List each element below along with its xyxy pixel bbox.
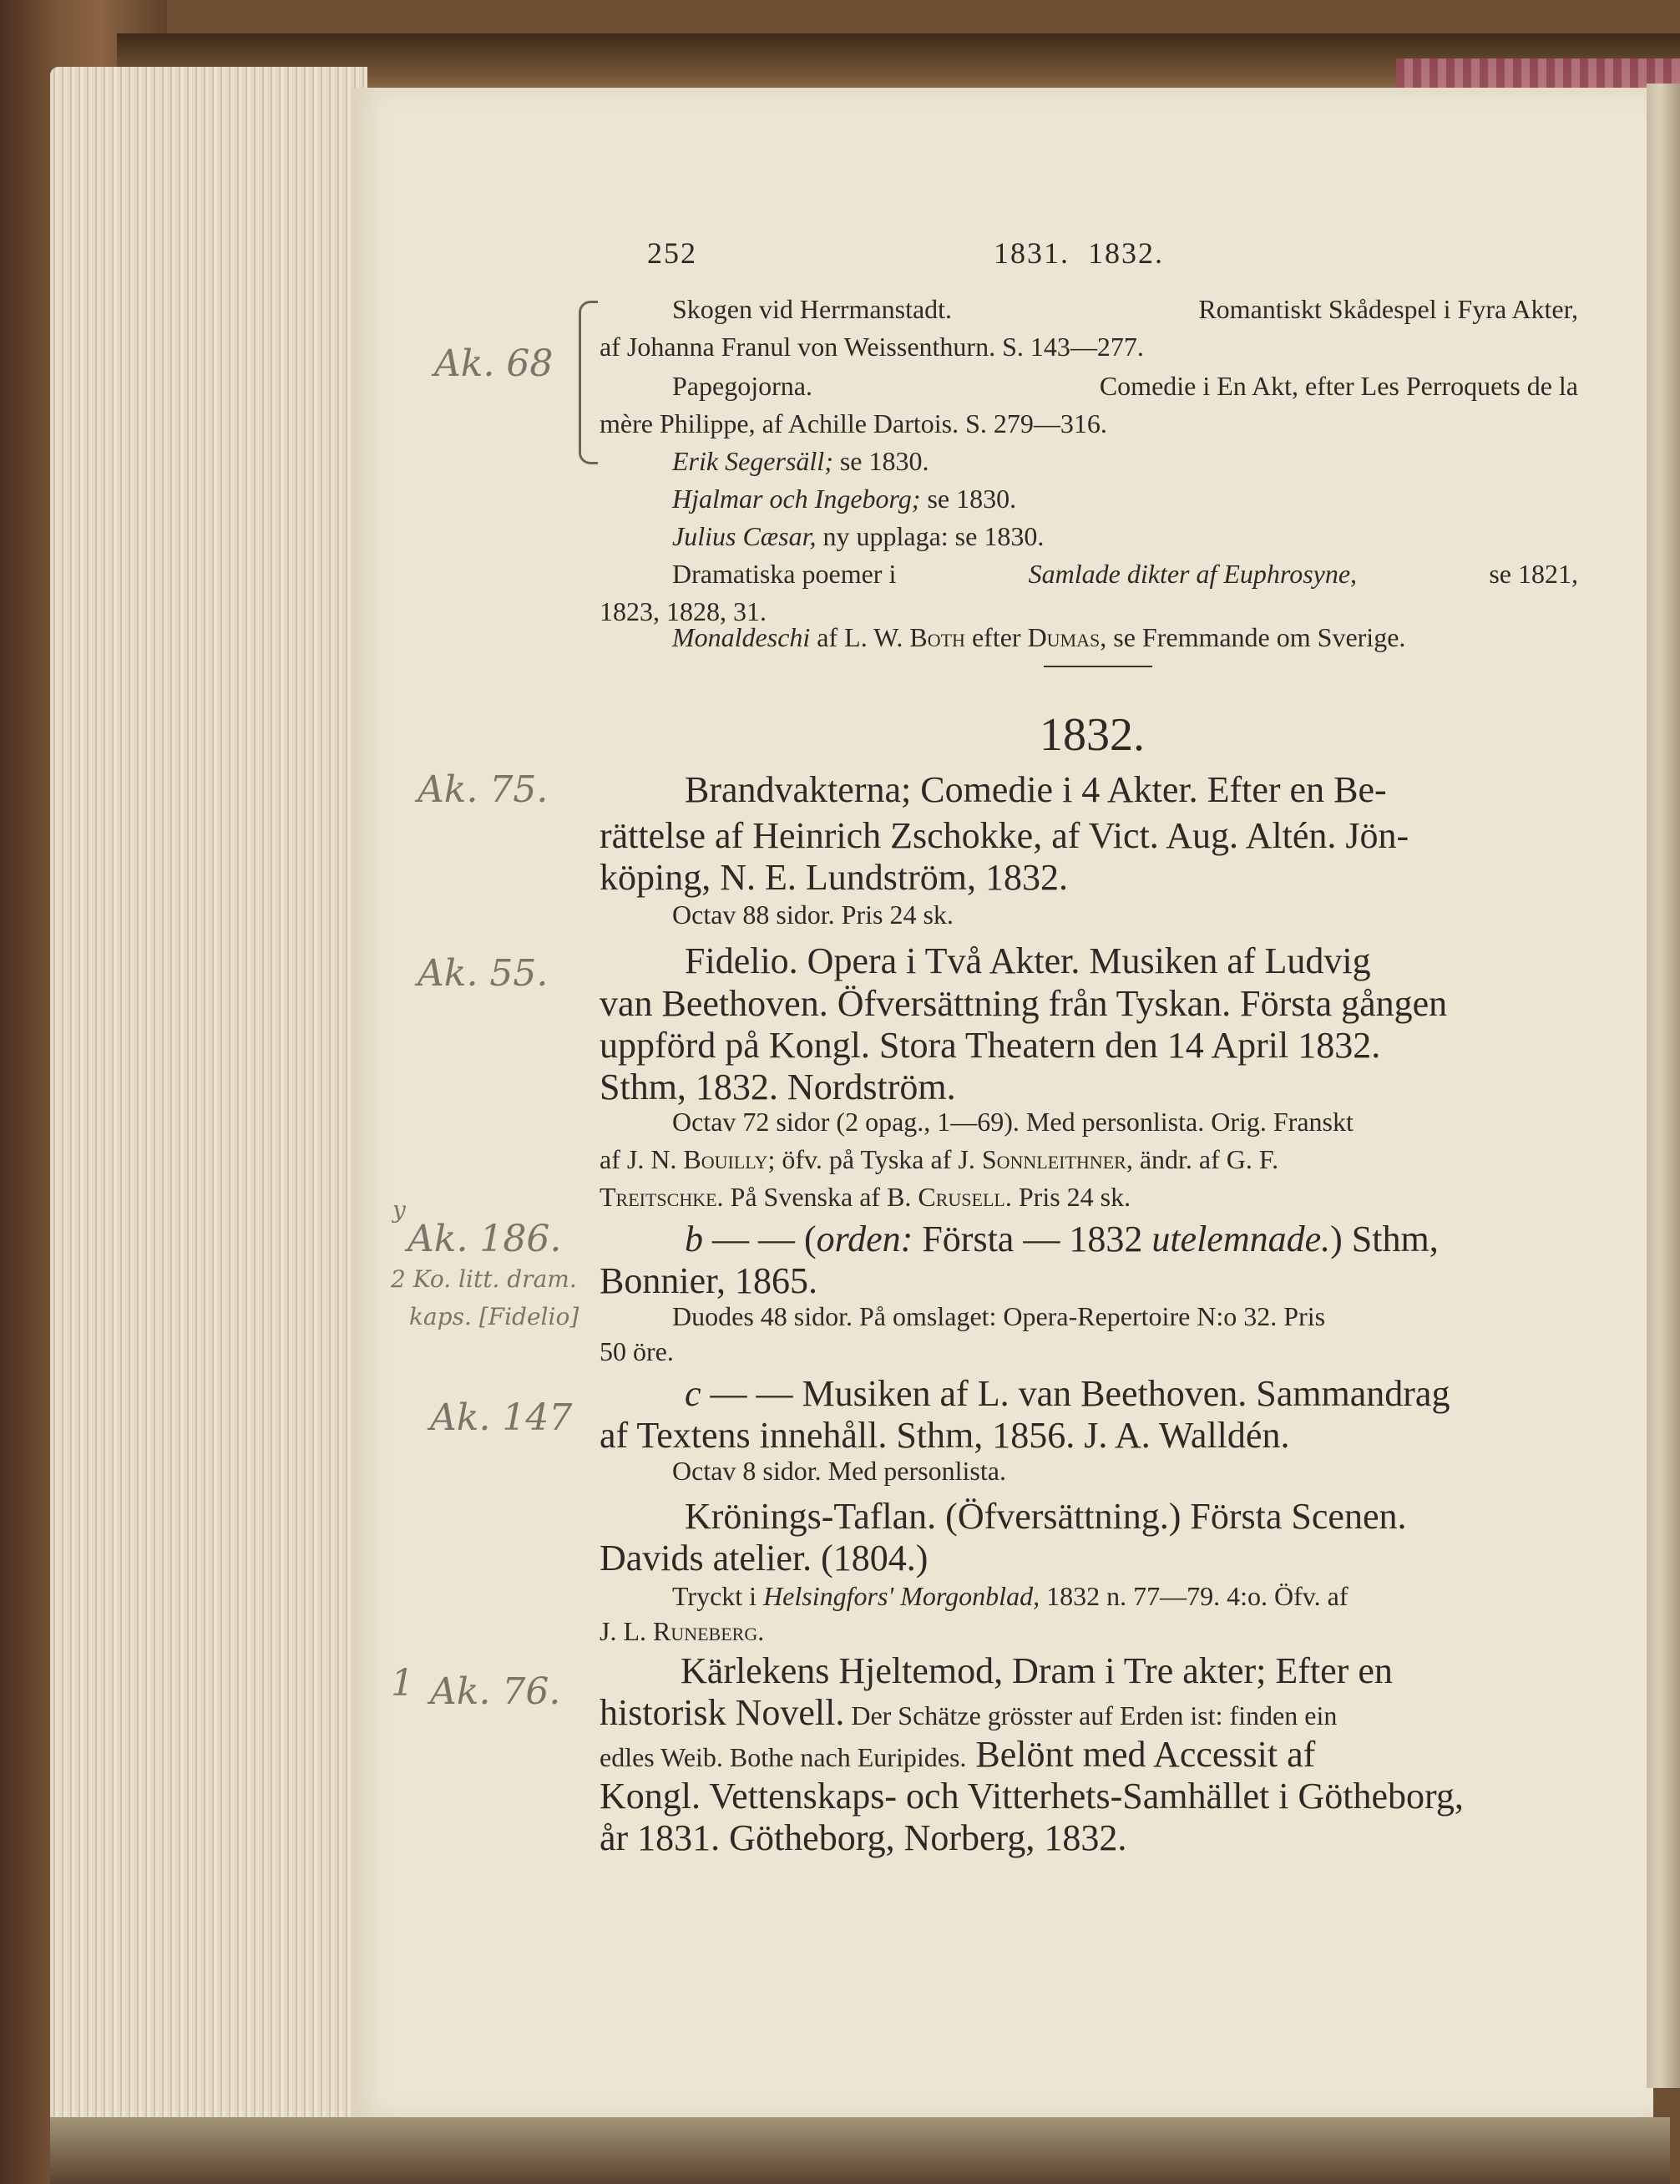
- margin-note-ak75: Ak. 75.: [417, 768, 549, 811]
- fidelio-b-orden: orden:: [816, 1219, 913, 1259]
- fidelio-b-forsta: Första — 1832: [913, 1219, 1152, 1259]
- margin-note-fidelio: kaps. [Fidelio]: [409, 1303, 579, 1330]
- entry-julius-title: Julius Cæsar,: [672, 521, 817, 551]
- fidelio-d2c: ; öfv. på Tyska af J.: [767, 1144, 982, 1174]
- monaldeschi-af: af L. W.: [810, 622, 910, 652]
- entry-fidelio-detail1: Octav 72 sidor (2 opag., 1—69). Med personlista. Orig. Franskt: [672, 1107, 1354, 1137]
- page-edges: [50, 67, 367, 2130]
- entry-erik-ref: se 1830.: [832, 446, 929, 476]
- entry-kronings-line2: Davids atelier. (1804.): [600, 1538, 929, 1578]
- page-number: 252: [647, 236, 697, 270]
- fidelio-b-dashes: — —: [703, 1219, 804, 1259]
- entry-skogen-title: Skogen vid Herrmanstadt.: [672, 294, 953, 324]
- monaldeschi-efter: efter: [964, 622, 1028, 652]
- karlekens-l2b: Der Schätze grösster auf Erden ist: finden ein: [844, 1700, 1338, 1730]
- kronings-d2c: .: [757, 1616, 765, 1646]
- entry-brandvakterna-line1: Brandvakterna; Comedie i 4 Akter. Efter en Be-: [685, 769, 1387, 810]
- kronings-d1c: 1832 n. 77—79. 4:o. Öfv. af: [1040, 1581, 1349, 1611]
- entry-hjalmar: [672, 484, 1016, 514]
- entry-kronings-detail2: [600, 1616, 764, 1647]
- entry-fidelio-line1: Fidelio. Opera i Två Akter. Musiken af Ludvig: [685, 940, 1371, 981]
- margin-note-ak68: Ak. 68: [434, 342, 554, 385]
- entry-brandvakterna-detail: Octav 88 sidor. Pris 24 sk.: [672, 899, 954, 930]
- year-heading: 1832.: [1040, 709, 1145, 761]
- entry-erik: [672, 446, 929, 477]
- entry-monaldeschi: [672, 622, 1405, 653]
- entry-julius-ref: ny upplaga: se 1830.: [816, 521, 1045, 551]
- karlekens-l3a: edles Weib. Bothe nach Euripides.: [600, 1742, 967, 1772]
- margin-note-ak76: Ak. 76.: [430, 1670, 561, 1713]
- entry-fidelio-b-line1: [685, 1218, 1439, 1260]
- entry-kronings-detail1: [672, 1581, 1349, 1612]
- entry-fidelio-c-line1: [685, 1372, 1450, 1415]
- dramatiska-post: se 1821,: [1482, 559, 1578, 589]
- entry-papegojorna-title: Papegojorna.: [672, 371, 812, 401]
- entry-dramatiska-line1: [672, 559, 1578, 590]
- entry-fidelio-b-line2: Bonnier, 1865.: [600, 1260, 817, 1301]
- fidelio-c-text: — — Musiken af L. van Beethoven. Sammandrag: [701, 1373, 1450, 1414]
- fidelio-d3b: . På Svenska af B.: [716, 1182, 918, 1212]
- entry-karlekens-line3: [600, 1733, 1315, 1776]
- karlekens-l2a: historisk Novell.: [600, 1692, 845, 1733]
- entry-fidelio-b-detail2: 50 öre.: [600, 1336, 674, 1366]
- entry-fidelio-c-detail: Octav 8 sidor. Med personlista.: [672, 1456, 1006, 1486]
- kronings-morgonblad: Helsingfors' Morgonblad,: [763, 1581, 1040, 1611]
- entry-fidelio-detail3: [600, 1182, 1131, 1213]
- kronings-d2a: J. L.: [600, 1616, 653, 1646]
- kronings-d1a: Tryckt i: [672, 1581, 764, 1611]
- fidelio-treitschke: Treitschke: [600, 1182, 717, 1212]
- fidelio-b-utelemnade: utelemnade.: [1151, 1219, 1331, 1259]
- margin-note-ak147: Ak. 147: [430, 1396, 573, 1439]
- fidelio-bouilly: Bouilly: [683, 1144, 768, 1174]
- running-title: 1831. 1832.: [994, 236, 1164, 270]
- fidelio-b-paren: (: [804, 1219, 817, 1259]
- entry-papegojorna-line1: [672, 371, 1578, 402]
- entry-karlekens-line5: år 1831. Götheborg, Norberg, 1832.: [600, 1817, 1127, 1858]
- monaldeschi-author2: Dumas: [1027, 622, 1101, 652]
- entry-skogen-line2: af Johanna Franul von Weissenthurn. S. 143—277.: [600, 332, 1144, 362]
- entry-papegojorna-desc: Comedie i En Akt, efter Les Perroquets de la: [1099, 371, 1578, 401]
- karlekens-l3b: Belönt med Accessit af: [966, 1734, 1316, 1775]
- margin-note-ak55: Ak. 55.: [417, 952, 549, 995]
- fidelio-b-close: ) Sthm,: [1330, 1219, 1439, 1259]
- entry-brandvakterna-line2: rättelse af Heinrich Zschokke, af Vict. Aug. Altén. Jön-: [600, 815, 1409, 856]
- margin-note-one: 1: [391, 1662, 414, 1705]
- entry-skogen-line1: [672, 294, 1578, 325]
- margin-note-ak186: Ak. 186.: [407, 1218, 562, 1260]
- entry-brandvakterna-line3: köping, N. E. Lundström, 1832.: [600, 857, 1068, 898]
- fidelio-d2e: , ändr. af G. F.: [1126, 1144, 1279, 1174]
- margin-note-litt-dram: 2 Ko. litt. dram.: [391, 1265, 577, 1293]
- margin-note-y: y: [392, 1196, 406, 1224]
- section-divider: [1044, 666, 1152, 667]
- entry-karlekens-line1: Kärlekens Hjeltemod, Dram i Tre akter; Efter en: [681, 1650, 1393, 1691]
- entry-erik-title: Erik Segersäll;: [672, 446, 833, 476]
- monaldeschi-post: , se Fremmande om Sverige.: [1100, 622, 1406, 652]
- book-bottom-edge: [50, 2117, 1670, 2184]
- fidelio-c-letter: c: [685, 1373, 701, 1414]
- dramatiska-pre: Dramatiska poemer i: [672, 559, 903, 589]
- entry-fidelio-line2: van Beethoven. Öfversättning från Tyskan. Första gången: [600, 983, 1448, 1024]
- book-headband: [1396, 58, 1680, 92]
- entry-fidelio-c-line2: af Textens innehåll. Sthm, 1856. J. A. Walldén.: [600, 1415, 1290, 1456]
- entry-fidelio-detail2: [600, 1144, 1278, 1175]
- entry-dramatiska-line2: 1823, 1828, 31.: [600, 596, 767, 626]
- entry-fidelio-line3: uppförd på Kongl. Stora Theatern den 14 April 1832.: [600, 1025, 1381, 1066]
- margin-bracket: [579, 301, 598, 464]
- entry-hjalmar-title: Hjalmar och Ingeborg;: [672, 484, 921, 514]
- entry-papegojorna-line2: mère Philippe, af Achille Dartois. S. 279—316.: [600, 408, 1107, 438]
- fidelio-sonnleithner: Sonnleithner: [981, 1144, 1126, 1174]
- fidelio-d3d: . Pris 24 sk.: [1004, 1182, 1131, 1212]
- fidelio-crusell: Crusell: [918, 1182, 1005, 1212]
- monaldeschi-title: Monaldeschi: [672, 622, 811, 652]
- entry-fidelio-line4: Sthm, 1832. Nordström.: [600, 1067, 956, 1107]
- entry-fidelio-b-detail1: Duodes 48 sidor. På omslaget: Opera-Repertoire N:o 32. Pris: [672, 1301, 1326, 1331]
- entry-karlekens-line2: [600, 1691, 1337, 1734]
- facing-page-edge: [1647, 84, 1680, 2088]
- entry-skogen-desc: Romantiskt Skådespel i Fyra Akter,: [1198, 294, 1578, 324]
- dramatiska-title: Samlade dikter af Euphrosyne,: [1028, 559, 1358, 589]
- entry-julius: [672, 521, 1044, 552]
- monaldeschi-author: Both: [909, 622, 965, 652]
- entry-kronings-line1: Krönings-Taflan. (Öfversättning.) Första Scenen.: [685, 1496, 1407, 1537]
- kronings-runeberg: Runeberg: [653, 1616, 758, 1646]
- entry-hjalmar-ref: se 1830.: [920, 484, 1017, 514]
- fidelio-d2a: af J. N.: [600, 1144, 684, 1174]
- fidelio-b-letter: b: [685, 1219, 703, 1259]
- entry-karlekens-line4: Kongl. Vettenskaps- och Vitterhets-Samhället i Götheborg,: [600, 1776, 1464, 1817]
